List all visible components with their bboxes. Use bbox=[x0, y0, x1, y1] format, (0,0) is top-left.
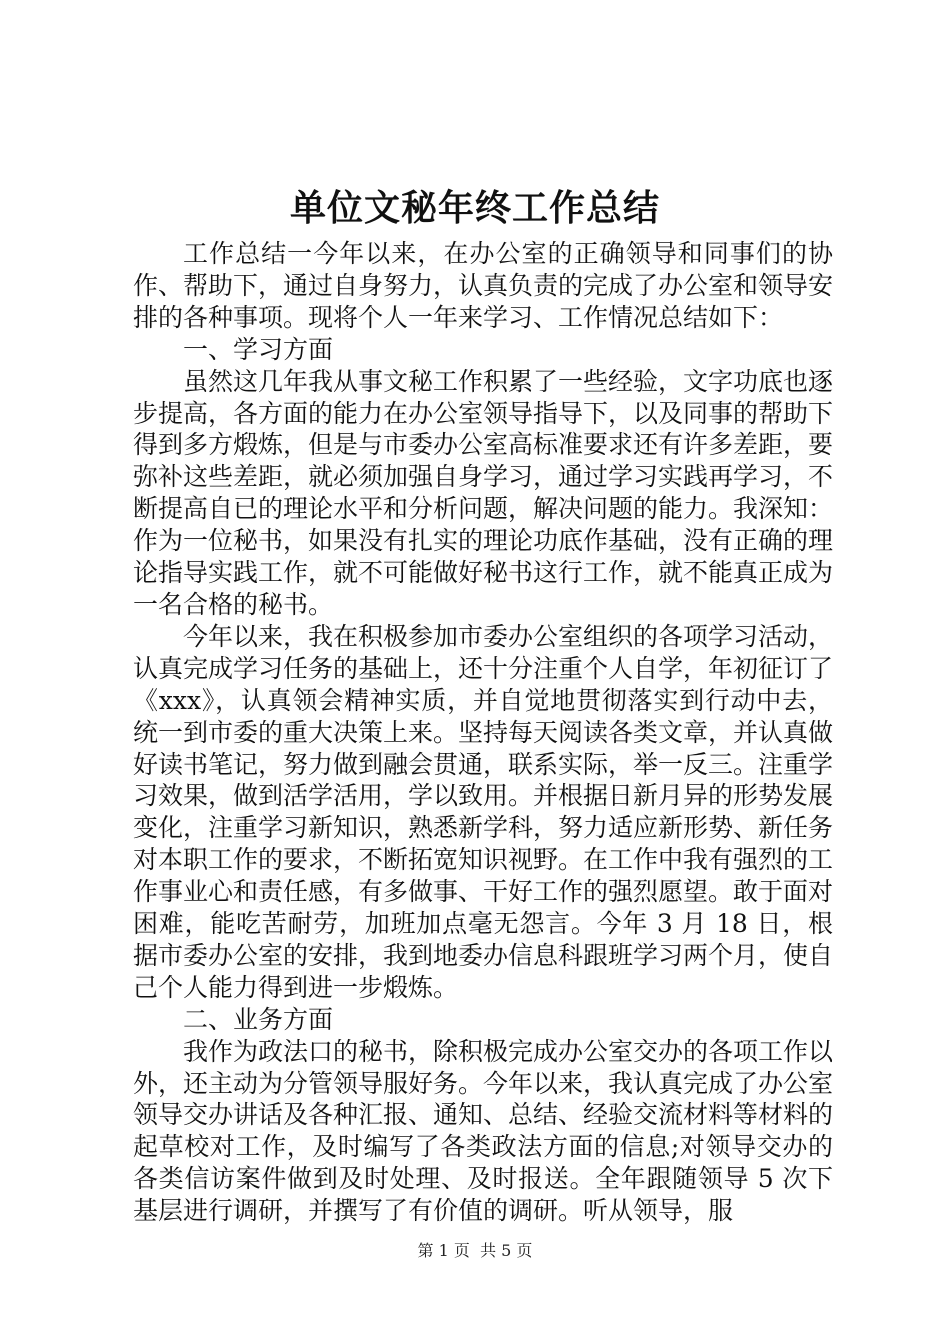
page-footer bbox=[0, 1240, 950, 1262]
document-body bbox=[133, 238, 833, 1227]
paragraph-study-1: 虽然这几年我从事文秘工作积累了一些经验，文字功底也逐步提高，各方面的能力在办公室领导指导下，以及同事的帮助下得到多方煅炼，但是与市委办公室高标准要求还有许多差距，要弥补这些差距，就必须加强自身学习，通过学习实践再学习，不断提高自已的理论水平和分析问题，解决问题的能力。我深知：作为一位秘书，如果没有扎实的理论功底作基础，没有正确的理论指导实践工作，就不可能做好秘书这行工作，就不能真正成为一名合格的秘书。 bbox=[133, 366, 834, 619]
document-title: 单位文秘年终工作总结 bbox=[289, 187, 660, 229]
page-number-label: 第 1 页 共 5 页 bbox=[417, 1241, 533, 1260]
paragraph-intro: 工作总结一今年以来，在办公室的正确领导和同事们的协作、帮助下，通过自身努力，认真负责的完成了办公室和领导安排的各种事项。现将个人一年来学习、工作情况总结如下： bbox=[133, 239, 834, 332]
section-heading-business: 二、业务方面 bbox=[183, 1004, 334, 1034]
paragraph-business-1: 我作为政法口的秘书，除积极完成办公室交办的各项工作以外，还主动为分管领导服好务。今年以来，我认真完成了办公室领导交办讲话及各种汇报、通知、总结、经验交流材料等材料的起草校对工作，及时编写了各类政法方面的信息;对领导交办的各类信访案件做到及时处理、及时报送。全年跟随领导 5 次下基层进行调研，并撰写了有价值的调研。听从领导，服 bbox=[133, 1036, 834, 1226]
paragraph-study-2: 今年以来，我在积极参加市委办公室组织的各项学习活动，认真完成学习任务的基础上，还十分注重个人自学，年初征订了《xxx》，认真领会精神实质，并自觉地贯彻落实到行动中去，统一到市委的重大决策上来。坚持每天阅读各类文章，并认真做好读书笔记，努力做到融会贯通，联系实际，举一反三。注重学习效果，做到活学活用，学以致用。并根据日新月异的形势发展变化，注重学习新知识，熟悉新学科，努力适应新形势、新任务对本职工作的要求，不断拓宽知识视野。在工作中我有强烈的工作事业心和责任感，有多做事、干好工作的强烈愿望。敢于面对困难，能吃苦耐劳，加班加点毫无怨言。今年 3 月 18 日，根据市委办公室的安排，我到地委办信息科跟班学习两个月，使自己个人能力得到进一步煅炼。 bbox=[133, 621, 834, 1002]
section-heading-study: 一、学习方面 bbox=[183, 334, 334, 364]
